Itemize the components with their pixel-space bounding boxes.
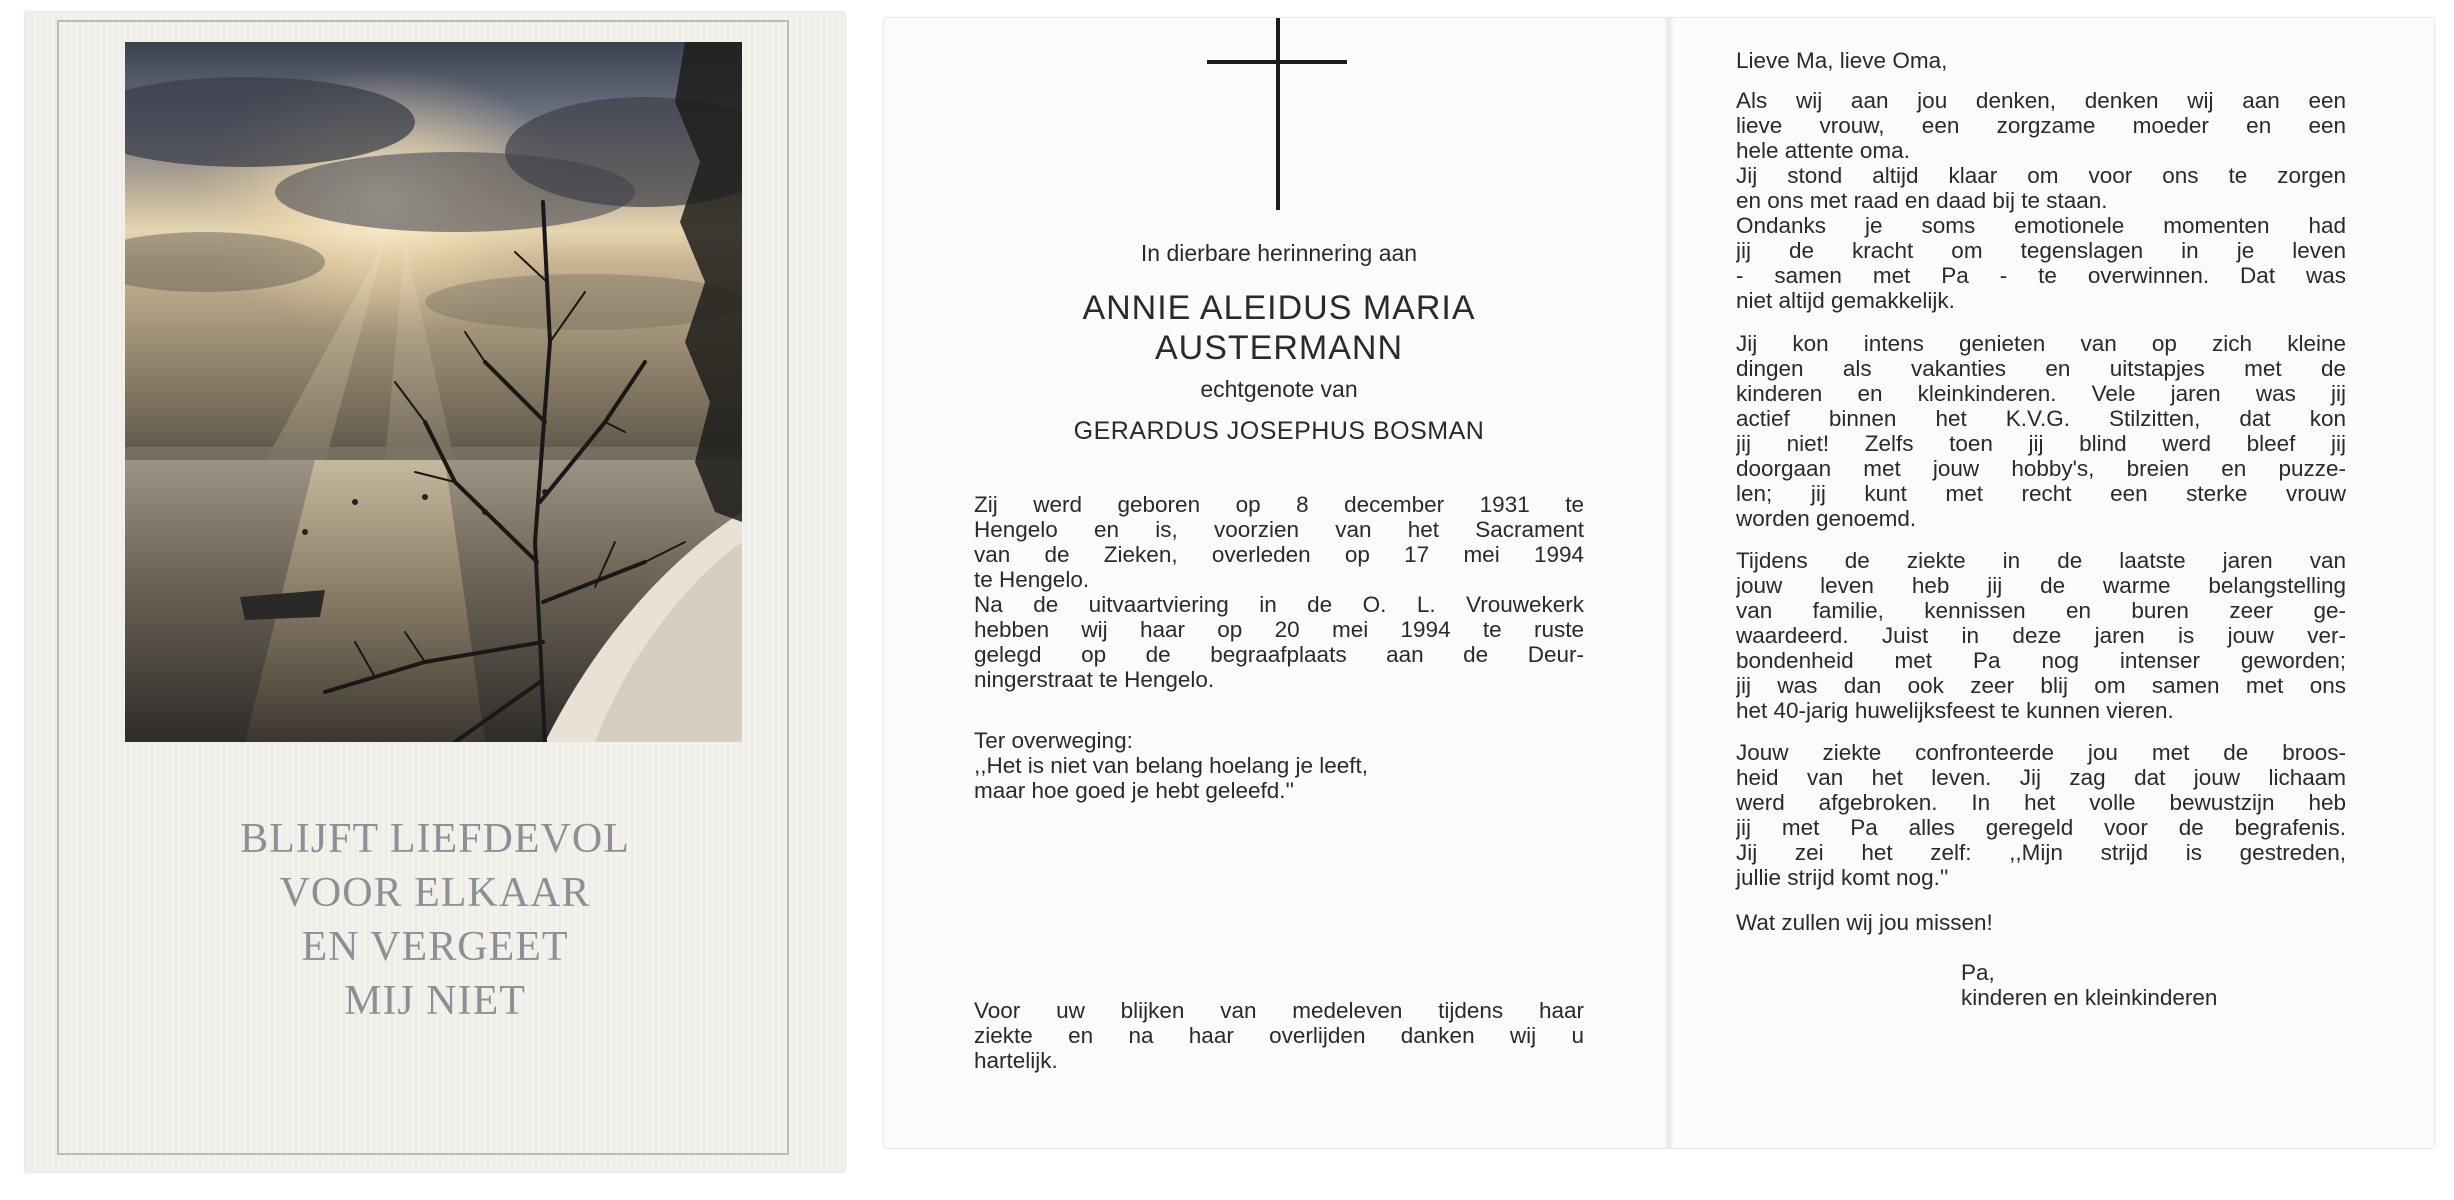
text-line: Na de uitvaartviering in de O. L. Vrouwekerk [974,592,1584,617]
cover-motto-line: MIJ NIET [344,978,526,1024]
text-line: hartelijk. [974,1048,1058,1073]
text-line: hebben wij haar op 20 mei 1994 te ruste [974,617,1584,642]
text-line: waardeerd. Juist in deze jaren is jouw ver- [1736,623,2346,648]
text-line: jij met Pa alles geregeld voor de begrafenis. [1736,815,2346,840]
cover-motto [145,812,725,1028]
lake-landscape-illustration [125,42,742,742]
deceased-name [974,288,1584,368]
text-line: en ons met raad en daad bij te staan. [1736,188,2108,213]
card-fold [1665,18,1673,1148]
cover-motto-line: EN VERGEET [301,924,569,970]
greeting-text: Lieve Ma, lieve Oma, [1736,48,1948,73]
text-line: jij de kracht om tegenslagen in je leven [1736,238,2346,263]
letter-paragraph [1736,740,2346,890]
text-line: van de Zieken, overleden op 17 mei 1994 [974,542,1584,567]
text-line: van familie, kennissen en buren zeer ge- [1736,598,2346,623]
text-line: Ondanks je soms emotionele momenten had [1736,213,2346,238]
memorial-card-cover [25,12,845,1172]
text-line: ,,Het is niet van belang hoelang je leeft, [974,753,1369,778]
closing-text: Wat zullen wij jou missen! [1736,910,1993,935]
text-line: werd afgebroken. In het volle bewustzijn heb [1736,790,2346,815]
text-line: jij niet! Zelfs toen jij blind werd bleef jij [1736,431,2346,456]
deceased-name-line: AUSTERMANN [1154,329,1404,367]
cover-motto-line: VOOR ELKAAR [279,870,591,916]
letter-paragraph [1736,548,2346,723]
text-line: niet altijd gemakkelijk. [1736,288,1955,313]
signature-line: kinderen en kleinkinderen [1961,985,2218,1010]
letter-paragraph [1736,88,2346,313]
text-line: kinderen en kleinkinderen. Vele jaren was jij [1736,381,2346,406]
letter-greeting [1736,48,2346,73]
letter-paragraph [1736,331,2346,531]
text-line: worden genoemd. [1736,506,1917,531]
reflection-paragraph [974,728,1584,803]
letter-signature [1961,960,2361,1010]
text-line: Jij stond altijd klaar om voor ons te zorgen [1736,163,2346,188]
text-line: ningerstraat te Hengelo. [974,667,1215,692]
cross-icon-vertical [1276,18,1280,210]
text-line: Hengelo en is, voorzien van het Sacrament [974,517,1584,542]
biography-paragraph [974,492,1584,692]
text-line: - samen met Pa - te overwinnen. Dat was [1736,263,2346,288]
text-line: ziekte en na haar overlijden danken wij u [974,1023,1584,1048]
text-line: len; jij kunt met recht een sterke vrouw [1736,481,2346,506]
text-line: Jij kon intens genieten van op zich kleine [1736,331,2346,356]
thanks-paragraph [974,998,1584,1073]
reflection-label: Ter overweging: [974,728,1133,753]
text-line: gelegd op de begraafplaats aan de Deur- [974,642,1584,667]
text-line: bondenheid met Pa nog intenser geworden; [1736,648,2346,673]
text-line: te Hengelo. [974,567,1090,592]
cover-photo-lake-sunset [125,42,742,742]
text-line: Tijdens de ziekte in de laatste jaren van [1736,548,2346,573]
memorial-card-inner [884,18,2434,1148]
text-line: jij was dan ook zeer blij om samen met ons [1736,673,2346,698]
text-line: hele attente oma. [1736,138,1910,163]
text-line: Jouw ziekte confronteerde jou met de broos- [1736,740,2346,765]
text-line: jouw leven heb jij de warme belangstelling [1736,573,2346,598]
text-line: Jij zei het zelf: ,,Mijn strijd is gestreden, [1736,840,2346,865]
text-line: jullie strijd komt nog.'' [1736,865,1949,890]
intro-text: In dierbare herinnering aan [1140,240,1418,266]
text-line: Zij werd geboren op 8 december 1931 te [974,492,1584,517]
letter-closing [1736,910,2346,935]
text-line: dingen als vakanties en uitstapjes met de [1736,356,2346,381]
text-line: heid van het leven. Jij zag dat jouw lichaam [1736,765,2346,790]
text-line: Voor uw blijken van medeleven tijdens haar [974,998,1584,1023]
deceased-name-line: ANNIE ALEIDUS MARIA [1082,289,1476,327]
text-line: lieve vrouw, een zorgzame moeder en een [1736,113,2346,138]
signature-line: Pa, [1961,960,1995,985]
text-line: maar hoe goed je hebt geleefd.'' [974,778,1295,803]
spouse-name: GERARDUS JOSEPHUS BOSMAN [1073,417,1485,445]
cover-motto-line: BLIJFT LIEFDEVOL [240,816,630,862]
text-line: Als wij aan jou denken, denken wij aan een [1736,88,2346,113]
text-line: actief binnen het K.V.G. Stilzitten, dat kon [1736,406,2346,431]
cross-icon-horizontal [1207,60,1347,64]
spouse-label: echtgenote van [1200,376,1358,402]
text-line: het 40-jarig huwelijksfeest te kunnen vieren. [1736,698,2174,723]
text-line: doorgaan met jouw hobby's, breien en puzze- [1736,456,2346,481]
